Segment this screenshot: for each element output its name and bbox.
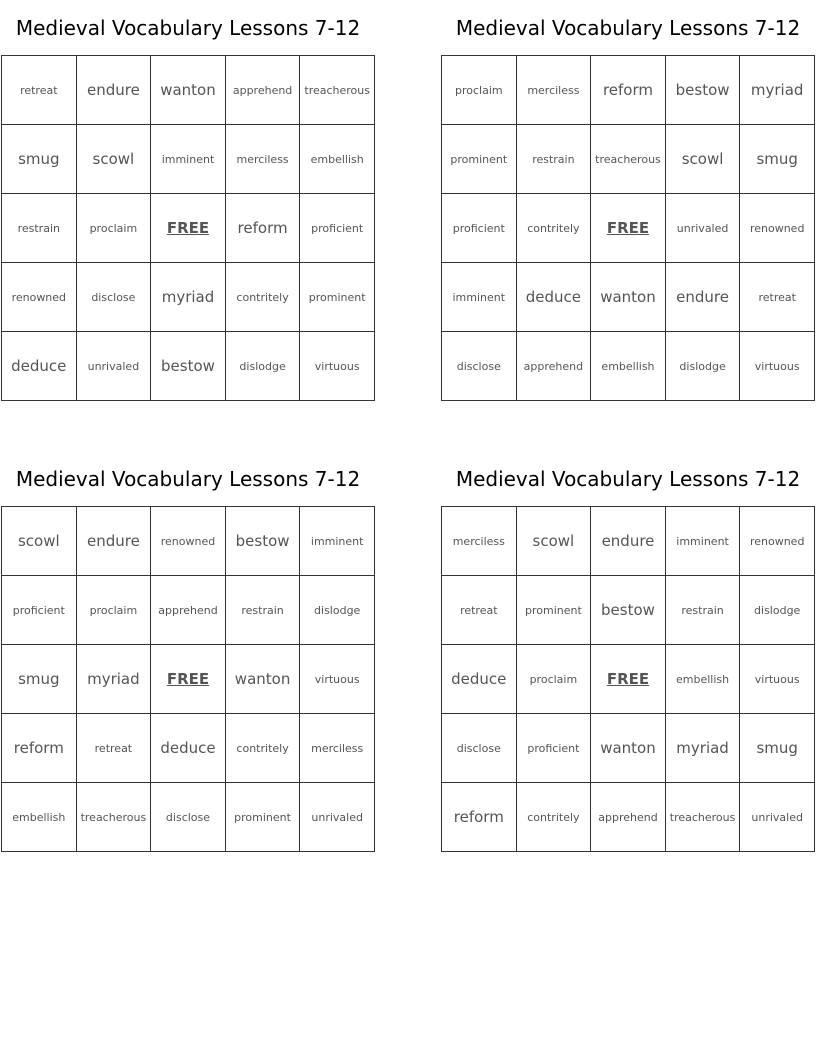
- word-cell: renowned: [2, 263, 77, 332]
- word-cell: retreat: [2, 56, 77, 125]
- word-cell: unrivaled: [76, 332, 151, 401]
- word-cell: bestow: [225, 507, 300, 576]
- word-cell: contritely: [225, 263, 300, 332]
- word-cell: myriad: [76, 645, 151, 714]
- word-cell: renowned: [740, 507, 815, 576]
- bingo-grid: [1, 55, 375, 401]
- word-cell: proficient: [300, 194, 375, 263]
- grid-row: [442, 714, 815, 783]
- card-title: Medieval Vocabulary Lessons 7-12: [15, 467, 361, 491]
- grid-row: [442, 125, 815, 194]
- word-cell: endure: [665, 263, 740, 332]
- word-cell: endure: [76, 507, 151, 576]
- word-cell: deduce: [2, 332, 77, 401]
- word-cell: unrivaled: [300, 783, 375, 852]
- word-cell: restrain: [665, 576, 740, 645]
- grid-row: [2, 332, 375, 401]
- grid-row: [2, 263, 375, 332]
- word-cell: proficient: [516, 714, 591, 783]
- word-cell: restrain: [225, 576, 300, 645]
- card-title: Medieval Vocabulary Lessons 7-12: [15, 16, 361, 40]
- word-cell: imminent: [300, 507, 375, 576]
- word-cell: imminent: [151, 125, 226, 194]
- word-cell: treacherous: [591, 125, 666, 194]
- word-cell: disclose: [442, 332, 517, 401]
- grid-row: [2, 125, 375, 194]
- bingo-grid: [441, 506, 815, 852]
- word-cell: prominent: [300, 263, 375, 332]
- word-cell: smug: [2, 645, 77, 714]
- word-cell: reform: [591, 56, 666, 125]
- word-cell: myriad: [151, 263, 226, 332]
- word-cell: contritely: [225, 714, 300, 783]
- word-cell: embellish: [591, 332, 666, 401]
- word-cell: reform: [2, 714, 77, 783]
- word-cell: virtuous: [740, 645, 815, 714]
- word-cell: deduce: [516, 263, 591, 332]
- word-cell: reform: [442, 783, 517, 852]
- grid-row: [442, 645, 815, 714]
- bingo-card-3: [1, 451, 375, 852]
- free-space-cell: FREE: [151, 194, 226, 263]
- word-cell: retreat: [76, 714, 151, 783]
- grid-row: [2, 576, 375, 645]
- grid-row: [442, 56, 815, 125]
- word-cell: dislodge: [225, 332, 300, 401]
- grid-row: [442, 783, 815, 852]
- word-cell: smug: [740, 714, 815, 783]
- word-cell: wanton: [591, 714, 666, 783]
- word-cell: prominent: [442, 125, 517, 194]
- word-cell: proclaim: [442, 56, 517, 125]
- grid-row: [442, 332, 815, 401]
- free-space-cell: FREE: [151, 645, 226, 714]
- word-cell: wanton: [151, 56, 226, 125]
- word-cell: dislodge: [740, 576, 815, 645]
- word-cell: retreat: [740, 263, 815, 332]
- word-cell: merciless: [516, 56, 591, 125]
- word-cell: merciless: [300, 714, 375, 783]
- word-cell: scowl: [516, 507, 591, 576]
- grid-row: [442, 507, 815, 576]
- bingo-card-1: [1, 0, 375, 401]
- grid-row: [2, 56, 375, 125]
- free-space-cell: FREE: [591, 194, 666, 263]
- bingo-card-4: [441, 451, 815, 852]
- word-cell: bestow: [151, 332, 226, 401]
- word-cell: prominent: [225, 783, 300, 852]
- word-cell: dislodge: [665, 332, 740, 401]
- word-cell: virtuous: [740, 332, 815, 401]
- word-cell: proclaim: [76, 576, 151, 645]
- word-cell: apprehend: [516, 332, 591, 401]
- word-cell: merciless: [225, 125, 300, 194]
- word-cell: renowned: [740, 194, 815, 263]
- word-cell: myriad: [665, 714, 740, 783]
- word-cell: disclose: [76, 263, 151, 332]
- word-cell: dislodge: [300, 576, 375, 645]
- word-cell: renowned: [151, 507, 226, 576]
- word-cell: deduce: [151, 714, 226, 783]
- word-cell: wanton: [591, 263, 666, 332]
- word-cell: endure: [76, 56, 151, 125]
- word-cell: embellish: [2, 783, 77, 852]
- grid-row: [442, 194, 815, 263]
- word-cell: embellish: [665, 645, 740, 714]
- word-cell: apprehend: [591, 783, 666, 852]
- word-cell: treacherous: [665, 783, 740, 852]
- word-cell: embellish: [300, 125, 375, 194]
- word-cell: disclose: [151, 783, 226, 852]
- card-title: Medieval Vocabulary Lessons 7-12: [455, 467, 801, 491]
- grid-row: [2, 714, 375, 783]
- word-cell: proclaim: [76, 194, 151, 263]
- word-cell: unrivaled: [740, 783, 815, 852]
- grid-row: [2, 507, 375, 576]
- grid-row: [442, 263, 815, 332]
- word-cell: myriad: [740, 56, 815, 125]
- word-cell: scowl: [76, 125, 151, 194]
- word-cell: unrivaled: [665, 194, 740, 263]
- word-cell: contritely: [516, 194, 591, 263]
- word-cell: imminent: [665, 507, 740, 576]
- word-cell: reform: [225, 194, 300, 263]
- word-cell: restrain: [516, 125, 591, 194]
- card-title: Medieval Vocabulary Lessons 7-12: [455, 16, 801, 40]
- word-cell: disclose: [442, 714, 517, 783]
- word-cell: imminent: [442, 263, 517, 332]
- word-cell: scowl: [665, 125, 740, 194]
- grid-row: [442, 576, 815, 645]
- free-space-cell: FREE: [591, 645, 666, 714]
- word-cell: deduce: [442, 645, 517, 714]
- grid-row: [2, 645, 375, 714]
- word-cell: bestow: [665, 56, 740, 125]
- word-cell: prominent: [516, 576, 591, 645]
- bingo-grid: [441, 55, 815, 401]
- word-cell: virtuous: [300, 645, 375, 714]
- grid-row: [2, 194, 375, 263]
- word-cell: virtuous: [300, 332, 375, 401]
- word-cell: restrain: [2, 194, 77, 263]
- word-cell: proclaim: [516, 645, 591, 714]
- word-cell: wanton: [225, 645, 300, 714]
- word-cell: apprehend: [151, 576, 226, 645]
- word-cell: treacherous: [76, 783, 151, 852]
- bingo-card-2: [441, 0, 815, 401]
- word-cell: contritely: [516, 783, 591, 852]
- word-cell: proficient: [2, 576, 77, 645]
- bingo-grid: [1, 506, 375, 852]
- word-cell: treacherous: [300, 56, 375, 125]
- word-cell: merciless: [442, 507, 517, 576]
- word-cell: proficient: [442, 194, 517, 263]
- word-cell: scowl: [2, 507, 77, 576]
- word-cell: retreat: [442, 576, 517, 645]
- word-cell: smug: [2, 125, 77, 194]
- word-cell: smug: [740, 125, 815, 194]
- word-cell: bestow: [591, 576, 666, 645]
- word-cell: apprehend: [225, 56, 300, 125]
- word-cell: endure: [591, 507, 666, 576]
- grid-row: [2, 783, 375, 852]
